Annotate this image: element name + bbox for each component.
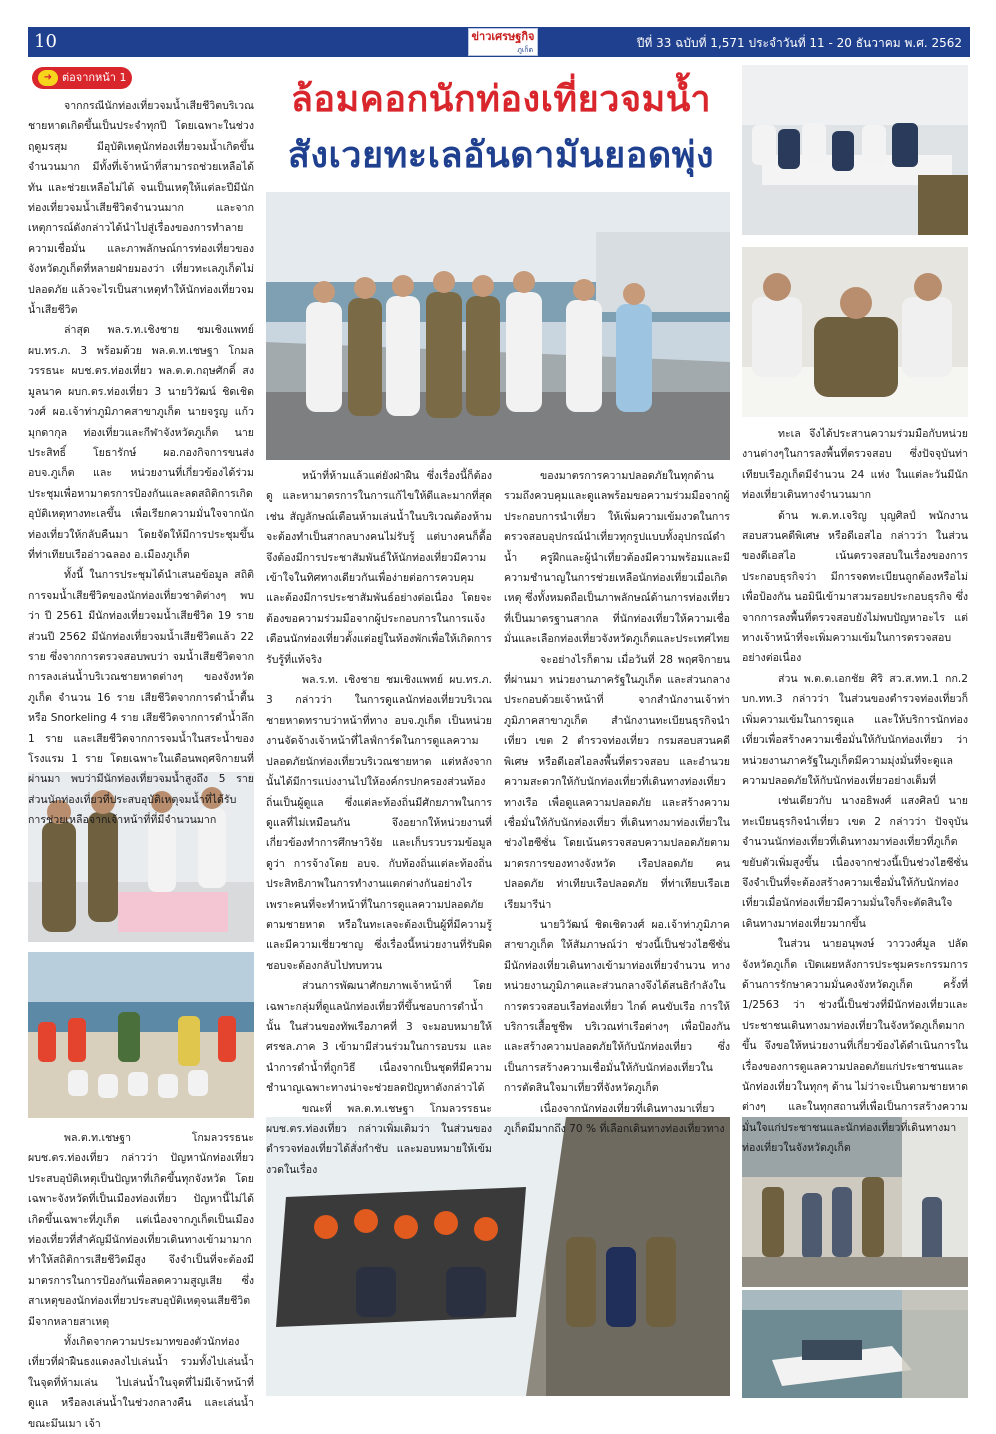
article-paragraph: ในส่วน นายอนุพงษ์ วาววงศ์มูล ปลัดจังหวัดภูเก็ต เปิดเผยหลังการประชุมคระกรรมการด้านการรักษาความมั่นคงจังหวัดภูเก็ต ครั้งที่ 1/2563 ว่า ช่วงนี้เป็นช่วงที่มีนักท่องเที่ยวและประชาชนเดินทางมาท่องเที่ยวในจังหวัดภูเก็ตมากขึ้น จึงขอให้หน่วยงานที่เกี่ยวข้องได้ดำเนินการในเรื่องของการดูแลความปลอดภัยแก่ประชาชนและนักท่องเที่ยวในทุกๆ ด้าน ไม่ว่าจะเป็นตามชายหาดต่างๆ และในทุกสถานที่เพื่อเป็นการสร้างความมั่นใจแก่ประชาชนและนักท่องเที่ยวที่เดินทางมาท่องเที่ยวในจังหวัดภูเก็ต xyxy=(742,938,968,1155)
article-paragraph: ทั้งเกิดจากความประมาทของตัวนักท่องเที่ยวที่ฝ่าฝืนธงแดงลงไปเล่นน้ำ รวมทั้งไปเล่นน้ำในจุดที่ห้ามเล่น ไปเล่นน้ำในจุดที่ไม่มีเจ้าหน้าที่ดูแล หรือลงเล่นน้ำในช่วงกลางคืน และเล่นน้ำขณะมึนเมา เจ้า xyxy=(28,1336,254,1430)
article-paragraph: ด้าน พ.ต.ท.เจริญ บุญศิลป์ พนักงานสอบสวนคดีพิเศษ หรือดีเอสไอ กล่าวว่า ในส่วนของดีเอสไอ เน้นตรวจสอบในเรื่องของการประกอบธุรกิจว่า มีการจดทะเบียนถูกต้องหรือไม่ เพื่อป้องกัน นอมินีเข้ามาสวมรอยประกอบธุรกิจ ซึ่งจากการลงพื้นที่ตรวจสอบยังไม่พบปัญหาอะไร แต่ทางเจ้าหน้าที่จะเพิ่มความเข้มในการตรวจสอบอย่างต่อเนื่อง xyxy=(742,509,968,665)
photo-beach-group xyxy=(28,952,254,1118)
article-column-2 xyxy=(266,466,492,1176)
headline-line-1: ล้อมคอกนักท่องเที่ยวจมน้ำ xyxy=(290,79,712,120)
photo-officer-at-meeting xyxy=(742,247,968,417)
page-number: 10 xyxy=(34,31,57,52)
article-column-4 xyxy=(742,424,968,1155)
logo-main-text: ข่าวเศรษฐกิจ xyxy=(471,30,535,43)
main-photo-officials-on-pier xyxy=(266,192,730,460)
headline-line-2: สังเวยทะเลอันดามันยอดพุ่ง xyxy=(287,135,715,176)
page-header xyxy=(28,27,970,57)
article-paragraph: หน้าที่ห้ามแล้วแต่ยังฝ่าฝืน ซึ่งเรื่องนี้ก็ต้องดู และหามาตรการในการแก้ไขให้ดีและมากที่สุด เช่น สัญลักษณ์เตือนห้ามเล่นน้ำในบริเวณต้องห้าม จะต้องทำเป็นสากลบางคนไม่รับรู้ แต่บางคนก็ดื้อ จึงต้องมีการประชาสัมพันธ์ให้นักท่องเที่ยวมีความเข้าใจในทิศทางเดียวกันเพื่อง่ายต่อการควบคุม และต้องมีการประชาสัมพันธ์อย่างต่อเนื่อง โดยจะต้องขอความร่วมมือจากผู้ประกอบการในการแจ้งเตือนนักท่องเที่ยวตั้งแต่อยู่ในห้องพักเพื่อให้เกิดการรับรู้ที่แท้จริง xyxy=(266,470,492,666)
article-paragraph: เช่นเดียวกับ นางอธิพงศ์ แสงศิลป์ นายทะเบียนธุรกิจนำเที่ยว เขต 2 กล่าวว่า ปัจจุบันจำนวนนักท่องเที่ยวที่เดินทางมาท่องเที่ยวที่ภูเก็ตขยับตัวเพิ่มสูงขึ้น เนื่องจากช่วงนี้เป็นช่วงไฮซีซั่น จึงจำเป็นที่จะต้องสร้างความเชื่อมั่นให้กับนักท่องเที่ยวเมื่อนักท่องเที่ยวมีความมั่นใจก็จะตัดสินใจเดินทางมาท่องเที่ยวมากขึ้น xyxy=(742,795,968,930)
photo-boat-at-sea xyxy=(742,1290,968,1398)
article-paragraph: ทะเล จึงได้ประสานความร่วมมือกับหน่วยงานต่างๆในการลงพื้นที่ตรวจสอบ ซึ่งปัจจุบันท่าเทียบเรือภูเก็ตมีจำนวน 24 แห่ง ในแต่ละวันมีนักท่องเที่ยวเดินทางจำนวนมาก xyxy=(742,428,968,502)
article-paragraph: จากกรณีนักท่องเที่ยวจมน้ำเสียชีวิตบริเวณชายหาดเกิดขึ้นเป็นประจำทุกปี โดยเฉพาะในช่วงฤดูมรสุม มีอุบัติเหตุนักท่องเที่ยวจมน้ำเกิดขึ้นจำนวนมาก มีทั้งที่เจ้าหน้าที่สามารถช่วยเหลือได้ทัน และช่วยเหลือไม่ได้ จนเป็นเหตุให้แต่ละปีมีนักท่องเที่ยวจมน้ำเสียชีวิตจำนวนมาก และจากเหตุการณ์ดังกล่าวได้นำไปสู่เรื่องของการทำลายความเชื่อมั่น และภาพลักษณ์การท่องเที่ยวของจังหวัดภูเก็ตที่หลายฝ่ายมองว่า เที่ยวทะเลภูเก็ตไม่ปลอดภัย แล้วจะไรเป็นสาเหตุทำให้นักท่องเที่ยวจมน้ำเสียชีวิต xyxy=(28,100,254,317)
article-paragraph: นายวิวัฒน์ ชิดเชิดวงศ์ ผอ.เจ้าท่าภูมิภาคสาขาภูเก็ต ให้สัมภาษณ์ว่า ช่วงนี้เป็นช่วงไฮซีซั่น มีนักท่องเที่ยวเดินทางเข้ามาท่องเที่ยวจำนวน ทางหน่วยงานภูมิภาคและส่วนกลางจึงได้สนธิกำลังในการตรวจสอบเรือท่องเที่ยว ไกด์ คนขับเรือ การให้บริการเสื้อชูชีพ บริเวณท่าเรือต่างๆ เพื่อป้องกันและสร้างความปลอดภัยให้กับนักท่องเที่ยว ซึ่งเป็นการสร้างความเชื่อมั่นให้กับนักท่องเที่ยวในการตัดสินใจมาเที่ยวที่จังหวัดภูเก็ต xyxy=(504,918,730,1095)
article-column-1-top xyxy=(28,96,254,827)
logo-sub-text: ภูเก็ต xyxy=(517,46,533,54)
masthead-logo xyxy=(468,28,538,56)
article-paragraph: ส่วนการพัฒนาศักยภาพเจ้าหน้าที่ โดยเฉพาะกลุ่มที่ดูแลนักท่องเที่ยวที่ขึ้นชอบการดำน้ำนั้น ในส่วนของทัพเรือภาคที่ 3 จะมอบหมายให้ ศรชล.ภาค 3 เข้ามามีส่วนร่วมในการอบรม และนำการดำน้ำที่ถูกวิธี เนื่องจากเป็นชุดที่มีความชำนาญเฉพาะทางน่าจะช่วยลดปัญหาดังกล่าวได้ xyxy=(266,980,492,1095)
photo-meeting-room xyxy=(742,65,968,235)
article-paragraph: เนื่องจากนักท่องเที่ยวที่เดินทางมาเที่ยวภูเก็ตมีมากถึง 70 % ที่เลือกเดินทางท่องเที่ยวทาง xyxy=(504,1102,725,1135)
article-paragraph: ส่วน พ.ต.ต.เอกชัย ศิริ สว.ส.ทท.1 กก.2 บก.ทท.3 กล่าวว่า ในส่วนของตำรวจท่องเที่ยวก็เพิ่มความเข้มในการดูแล และให้บริการนักท่องเที่ยวเพื่อสร้างความเชื่อมั่นให้กับนักท่องเที่ยว ว่าหน่วยงานภาครัฐในภูเก็ตมีความมุ่งมั่นที่จะดูแลความปลอดภัยให้กับนักท่องเที่ยวอย่างเต็มที่ xyxy=(742,672,968,787)
article-paragraph: พล.ต.ท.เชษฐา โกมลวรรธนะ ผบช.ตร.ท่องเที่ยว กล่าวว่า ปัญหานักท่องเที่ยวประสบอุบัติเหตุเป็นปัญหาที่เกิดขึ้นทุกจังหวัด โดยเฉพาะจังหวัดที่เป็นเมืองท่องเที่ยว ปัญหานี้ไม่ได้เกิดขึ้นเฉพาะที่ภูเก็ต แต่เนื่องจากภูเก็ตเป็นเมืองท่องเที่ยวที่สำคัญมีนักท่องเที่ยวเดินทางเข้ามามาก ทำให้สถิติการเสียชีวิตมีสูง จึงจำเป็นที่จะต้องมีมาตรการในการป้องกันเพื่อลดความสูญเสีย ซึ่งสาเหตุของนักท่องเที่ยวประสบอุบัติเหตุจนเสียชีวิตมีจากหลายสาเหตุ xyxy=(28,1132,254,1328)
headline xyxy=(266,72,736,184)
article-column-1-bottom xyxy=(28,1128,254,1430)
continued-from-badge xyxy=(32,67,132,89)
article-paragraph: พล.ร.ท. เชิงชาย ชมเชิงแพทย์ ผบ.ทร.ภ. 3 กล่าวว่า ในการดูแลนักท่องเที่ยวบริเวณชายหาดทราบว่าหน้าที่ทาง อบจ.ภูเก็ต เป็นหน่วยงานจัดจ้างเจ้าหน้าที่ไลฟ์การ์ดในการดูแลความปลอดภัยนักท่องเที่ยวบริเวณชายหาด แต่หลังจากนั้นได้มีการแบ่งงานไปให้องค์กรปกครองส่วนท้องถิ่นเป็นผู้ดูแล ซึ่งแต่ละท้องถิ่นมีศักยภาพในการดูแลที่ไม่เหมือนกัน จึงอยากให้หน่วยงานที่เกี่ยวข้องทำการศึกษาวิจัย และเก็บรวบรวมข้อมูลดูว่า การจ้างโดย อบจ. กับท้องถิ่นแต่ละท้องถิ่นประสิทธิภาพในการทำงานแตกต่างกันอย่างไร เพราะคนที่จะทำหน้าที่ในการดูแลความปลอดภัยตามชายหาด หรือในทะเลจะต้องเป็นผู้ที่มีความรู้ และมีความเชี่ยวชาญ ซึ่งเรื่องนี้หน่วยงานที่รับผิดชอบจะต้องกลับไปทบทวน xyxy=(266,674,492,972)
article-paragraph: จะอย่างไรก็ตาม เมื่อวันที่ 28 พฤศจิกายนที่ผ่านมา หน่วยงานภาครัฐในภูเก็ต และส่วนกลางประกอบด้วยเจ้าหน้าที่ จากสำนักงานเจ้าท่าภูมิภาคสาขาภูเก็ต สำนักงานทะเบียนธุรกิจนำเที่ยว เขต 2 ตำรวจท่องเที่ยว กรมสอบสวนคดีพิเศษ หรือดีเอสไอลงพื้นที่ตรวจสอบ และอำนวยความสะดวกให้กับนักท่องเที่ยวที่เดินทางท่องเที่ยวทางเรือ เพื่อดูแลความปลอดภัย และสร้างความเชื่อมั่นให้กับนักท่องเที่ยว ที่เดินทางมาท่องเที่ยวในช่วงไฮซีซั่น โดยเน้นตรวจสอบความปลอดภัยตามมาตรการของทางจังหวัด เรือปลอดภัย คนปลอดภัย ท่าเทียบเรือปลอดภัย ที่ท่าเทียบเรือเฮเรียมารีน่า xyxy=(504,653,730,911)
arrow-right-icon: ➜ xyxy=(38,70,58,86)
article-paragraph: ล่าสุด พล.ร.ท.เชิงชาย ชมเชิงแพทย์ ผบ.ทร.ภ. 3 พร้อมด้วย พล.ต.ท.เชษฐา โกมลวรรธนะ ผบช.ตร.ท่องเที่ยว พล.ต.ต.กฤษศักดิ์ สงมูลนาค ผบก.ตร.ท่องเที่ยว 3 นายวิวัฒน์ ชิดเชิดวงศ์ ผอ.เจ้าท่าภูมิภาคสาขาภูเก็ต นายจรูญ แก้วมุกดากุล ท่องเที่ยวและกีฬาจังหวัดภูเก็ต นายประสิทธิ์ โยธารักษ์ ผอ.กองกิจการขนส่ง อบจ.ภูเก็ต และ หน่วยงานที่เกี่ยวข้องได้ร่วมประชุมเพื่อหามาตรการป้องกันและลดสถิติการเกิดอุบัติเหตุทางทะเลขึ้น เพื่อเรียกความมั่นใจจากนักท่องเที่ยวให้กลับคืนมา โดยจัดให้มีการประชุมขึ้นที่ท่าเทียบเรืออ่าวฉลอง อ.เมืองภูเก็ต xyxy=(28,324,254,561)
issue-line: ปีที่ 33 ฉบับที่ 1,571 ประจำวันที่ 11 - 20 ธันวาคม พ.ศ. 2562 xyxy=(636,36,962,50)
continued-label: ต่อจากหน้า 1 xyxy=(62,71,127,84)
article-paragraph: ของมาตรการความปลอดภัยในทุกด้าน รวมถึงควบคุมและดูแลพร้อมขอความร่วมมือจากผู้ประกอบการนำเที่ยว ให้เพิ่มความเข้มงวดในการตรวจสอบอุปกรณ์นำเที่ยวทุกรูปแบบทั้งอุปกรณ์ดำน้ำ ครูฝึกและผู้นำเที่ยวต้องมีความพร้อมและมีความชำนาญในการช่วยเหลือนักท่องเที่ยวเมื่อเกิดเหตุ ซึ่งทั้งหมดถือเป็นภาพลักษณ์ด้านการท่องเที่ยวที่เป็นมาตรฐานสากล ที่นักท่องเที่ยวให้ความเชื่อมั่นและเลือกท่องเที่ยวจังหวัดภูเก็ตและประเทศไทย xyxy=(504,470,730,646)
article-paragraph: ขณะที่ พล.ต.ท.เชษฐา โกมลวรรธนะ ผบช.ตร.ท่องเที่ยว กล่าวเพิ่มเติมว่า ในส่วนของตำรวจท่องเที่ยวได้สั่งกำชับ และมอบหมายให้เข้มงวดในเรื่อง xyxy=(266,1102,492,1176)
article-column-3 xyxy=(504,466,730,1135)
article-paragraph: ทั้งนี้ ในการประชุมได้นำเสนอข้อมูล สถิติการจมน้ำเสียชีวิตของนักท่องเที่ยวชาติต่างๆ พบว่า ปี 2561 มีนักท่องเที่ยวจมน้ำเสียชีวิต 19 ราย ส่วนปี 2562 มีนักท่องเที่ยวจมน้ำเสียชีวิตแล้ว 22 ราย ซึ่งจากการตรวจสอบพบว่า จมน้ำเสียชีวิตจากการลงเล่นน้ำบริเวณชายหาดต่างๆ ของจังหวัดภูเก็ต จำนวน 16 ราย เสียชีวิตจากการดำน้ำตื้นหรือ Snorkeling 4 ราย เสียชีวิตจากการดำน้ำลึก 1 ราย และเสียชีวิตจากการจมน้ำในสระน้ำของโรงแรม 1 ราย โดยเฉพาะในเดือนพฤศจิกายนที่ผ่านมา พบว่ามีนักท่องเที่ยวจมน้ำสูงถึง 5 ราย ส่วนนักท่องเที่ยวที่ประสบอุบัติเหตุจมน้ำที่ได้รับการช่วยเหลือจากเจ้าหน้าที่ที่มีจำนวนมาก xyxy=(28,569,254,827)
